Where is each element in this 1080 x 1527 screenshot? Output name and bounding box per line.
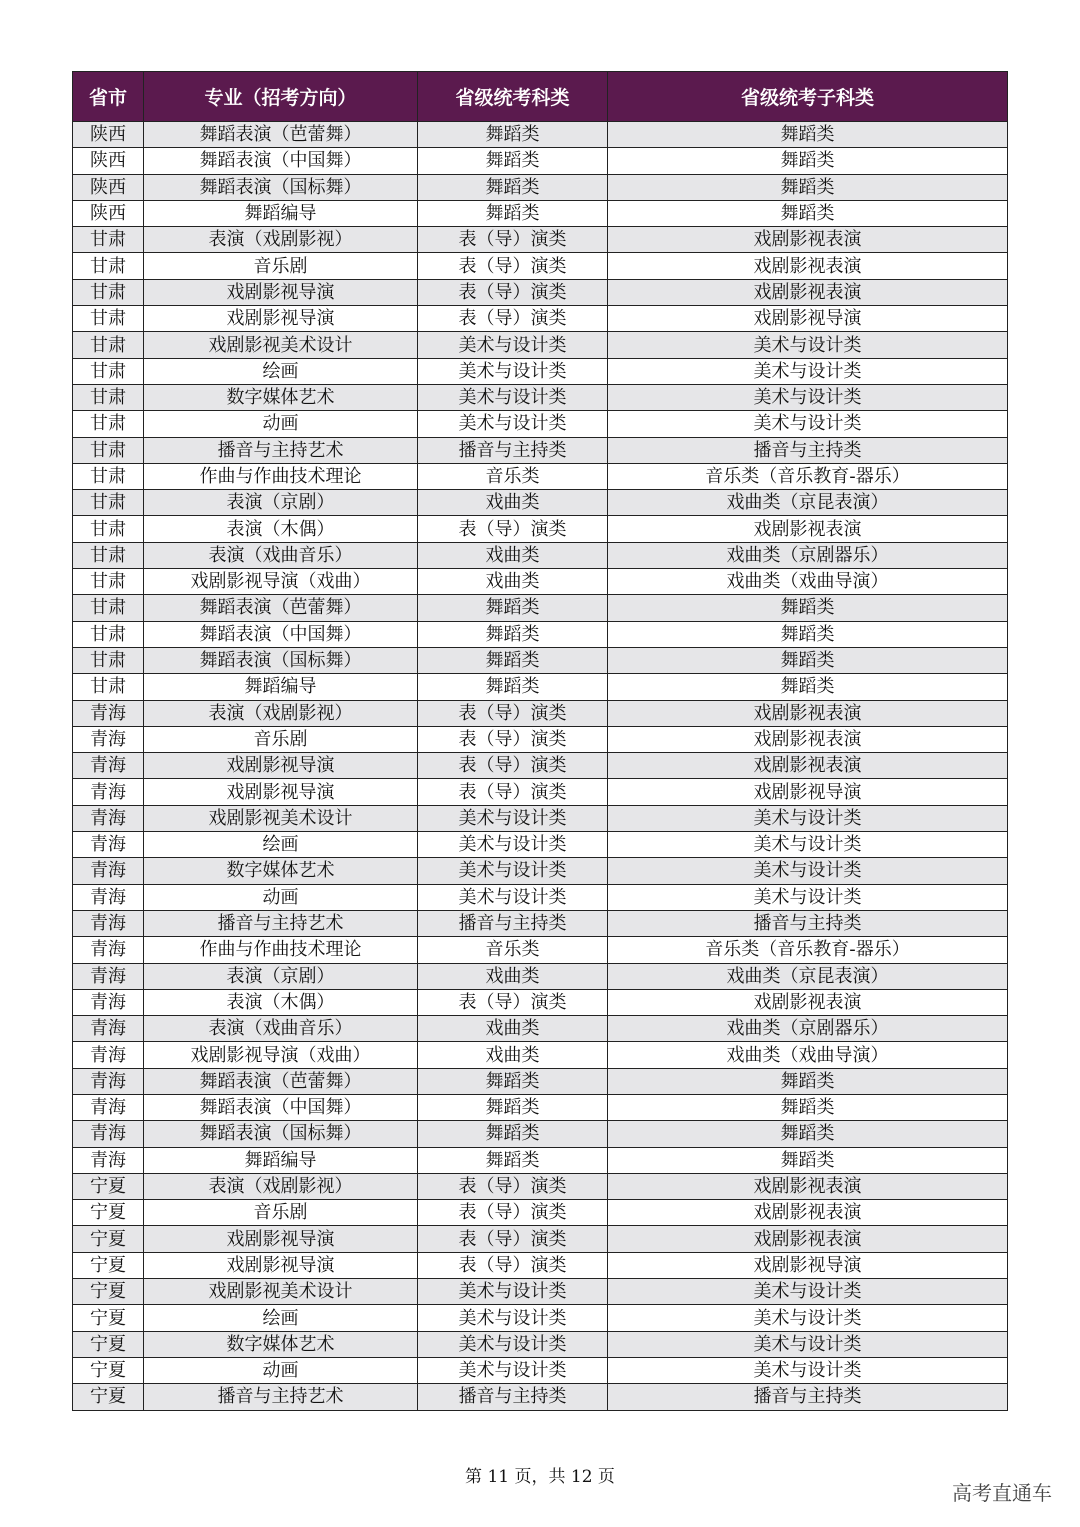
cell-province: 青海 <box>73 1121 144 1147</box>
cell-major: 动画 <box>144 411 418 437</box>
cell-exam-subcategory: 戏曲类（京昆表演） <box>608 963 1008 989</box>
cell-major: 数字媒体艺术 <box>144 858 418 884</box>
cell-major: 表演（木偶） <box>144 989 418 1015</box>
cell-exam-category: 舞蹈类 <box>418 200 608 226</box>
cell-province: 青海 <box>73 1147 144 1173</box>
cell-major: 舞蹈表演（中国舞） <box>144 621 418 647</box>
cell-exam-category: 美术与设计类 <box>418 1331 608 1357</box>
table-row <box>73 858 1008 884</box>
cell-exam-subcategory: 美术与设计类 <box>608 1357 1008 1383</box>
cell-major: 舞蹈表演（国标舞） <box>144 647 418 673</box>
cell-major: 动画 <box>144 884 418 910</box>
table-row <box>73 358 1008 384</box>
cell-exam-category: 表（导）演类 <box>418 1173 608 1199</box>
cell-major: 表演（京剧） <box>144 490 418 516</box>
cell-province: 宁夏 <box>73 1200 144 1226</box>
table-row <box>73 1252 1008 1278</box>
cell-province: 宁夏 <box>73 1173 144 1199</box>
cell-exam-subcategory: 音乐类（音乐教育-器乐） <box>608 463 1008 489</box>
cell-exam-subcategory: 戏剧影视导演 <box>608 306 1008 332</box>
cell-province: 青海 <box>73 726 144 752</box>
cell-province: 甘肃 <box>73 411 144 437</box>
cell-exam-category: 表（导）演类 <box>418 1200 608 1226</box>
cell-exam-category: 舞蹈类 <box>418 1121 608 1147</box>
cell-major: 戏剧影视导演 <box>144 279 418 305</box>
cell-exam-category: 播音与主持类 <box>418 910 608 936</box>
cell-exam-subcategory: 戏剧影视表演 <box>608 1173 1008 1199</box>
cell-exam-category: 美术与设计类 <box>418 1305 608 1331</box>
cell-exam-subcategory: 戏曲类（京剧器乐） <box>608 1016 1008 1042</box>
cell-major: 作曲与作曲技术理论 <box>144 463 418 489</box>
cell-exam-subcategory: 戏剧影视导演 <box>608 1252 1008 1278</box>
table-row <box>73 332 1008 358</box>
cell-major: 音乐剧 <box>144 1200 418 1226</box>
cell-province: 青海 <box>73 832 144 858</box>
cell-major: 舞蹈表演（芭蕾舞） <box>144 595 418 621</box>
cell-major: 戏剧影视美术设计 <box>144 805 418 831</box>
cell-major: 音乐剧 <box>144 726 418 752</box>
cell-exam-category: 表（导）演类 <box>418 227 608 253</box>
cell-province: 甘肃 <box>73 490 144 516</box>
cell-province: 甘肃 <box>73 279 144 305</box>
cell-major: 舞蹈编导 <box>144 1147 418 1173</box>
table-row <box>73 174 1008 200</box>
cell-province: 宁夏 <box>73 1252 144 1278</box>
cell-exam-subcategory: 美术与设计类 <box>608 1279 1008 1305</box>
cell-major: 戏剧影视美术设计 <box>144 332 418 358</box>
cell-province: 甘肃 <box>73 358 144 384</box>
table-row <box>73 1147 1008 1173</box>
cell-major: 戏剧影视导演（戏曲） <box>144 569 418 595</box>
cell-exam-category: 戏曲类 <box>418 1016 608 1042</box>
cell-major: 播音与主持艺术 <box>144 910 418 936</box>
cell-exam-subcategory: 舞蹈类 <box>608 1121 1008 1147</box>
cell-province: 陕西 <box>73 148 144 174</box>
table-row <box>73 910 1008 936</box>
cell-province: 甘肃 <box>73 647 144 673</box>
table-row <box>73 700 1008 726</box>
cell-exam-subcategory: 戏曲类（京剧器乐） <box>608 542 1008 568</box>
cell-exam-subcategory: 戏曲类（戏曲导演） <box>608 1042 1008 1068</box>
table-row <box>73 1226 1008 1252</box>
cell-province: 甘肃 <box>73 516 144 542</box>
cell-exam-category: 播音与主持类 <box>418 1384 608 1410</box>
cell-province: 宁夏 <box>73 1226 144 1252</box>
table-row <box>73 279 1008 305</box>
cell-major: 戏剧影视导演 <box>144 779 418 805</box>
cell-exam-category: 表（导）演类 <box>418 516 608 542</box>
cell-exam-subcategory: 美术与设计类 <box>608 884 1008 910</box>
cell-exam-subcategory: 美术与设计类 <box>608 832 1008 858</box>
cell-exam-category: 表（导）演类 <box>418 1252 608 1278</box>
cell-province: 陕西 <box>73 200 144 226</box>
cell-exam-subcategory: 舞蹈类 <box>608 1068 1008 1094</box>
cell-exam-category: 舞蹈类 <box>418 595 608 621</box>
cell-major: 舞蹈编导 <box>144 200 418 226</box>
cell-exam-category: 美术与设计类 <box>418 1357 608 1383</box>
header-exam-subcategory: 省级统考子科类 <box>608 72 1008 122</box>
cell-province: 宁夏 <box>73 1331 144 1357</box>
cell-exam-category: 美术与设计类 <box>418 884 608 910</box>
table-row <box>73 1016 1008 1042</box>
table-row <box>73 1042 1008 1068</box>
table-row <box>73 1279 1008 1305</box>
table-row <box>73 227 1008 253</box>
cell-exam-category: 舞蹈类 <box>418 1094 608 1120</box>
table-row <box>73 253 1008 279</box>
cell-exam-subcategory: 舞蹈类 <box>608 647 1008 673</box>
cell-province: 宁夏 <box>73 1305 144 1331</box>
cell-major: 戏剧影视导演 <box>144 1226 418 1252</box>
cell-major: 表演（戏剧影视） <box>144 227 418 253</box>
cell-exam-category: 戏曲类 <box>418 569 608 595</box>
cell-exam-subcategory: 舞蹈类 <box>608 200 1008 226</box>
cell-province: 青海 <box>73 1068 144 1094</box>
table-row <box>73 542 1008 568</box>
cell-exam-subcategory: 戏曲类（京昆表演） <box>608 490 1008 516</box>
cell-province: 青海 <box>73 858 144 884</box>
table-row <box>73 753 1008 779</box>
cell-exam-category: 表（导）演类 <box>418 1226 608 1252</box>
cell-exam-subcategory: 戏剧影视表演 <box>608 726 1008 752</box>
table-row <box>73 1357 1008 1383</box>
cell-exam-subcategory: 舞蹈类 <box>608 595 1008 621</box>
cell-province: 青海 <box>73 1016 144 1042</box>
subject-table <box>72 71 1008 1411</box>
cell-province: 青海 <box>73 753 144 779</box>
cell-major: 播音与主持艺术 <box>144 437 418 463</box>
cell-exam-subcategory: 舞蹈类 <box>608 122 1008 148</box>
table-row <box>73 148 1008 174</box>
table-header-row <box>73 72 1008 122</box>
cell-province: 宁夏 <box>73 1384 144 1410</box>
cell-major: 数字媒体艺术 <box>144 384 418 410</box>
cell-exam-category: 表（导）演类 <box>418 753 608 779</box>
cell-major: 戏剧影视导演 <box>144 306 418 332</box>
cell-major: 戏剧影视导演 <box>144 1252 418 1278</box>
cell-exam-subcategory: 戏剧影视表演 <box>608 1226 1008 1252</box>
cell-exam-category: 舞蹈类 <box>418 148 608 174</box>
cell-exam-category: 舞蹈类 <box>418 621 608 647</box>
cell-exam-subcategory: 舞蹈类 <box>608 1147 1008 1173</box>
cell-exam-category: 舞蹈类 <box>418 647 608 673</box>
table-row <box>73 779 1008 805</box>
cell-exam-category: 舞蹈类 <box>418 674 608 700</box>
table-row <box>73 1173 1008 1199</box>
cell-major: 表演（戏曲音乐） <box>144 542 418 568</box>
header-exam-category: 省级统考科类 <box>418 72 608 122</box>
table-row <box>73 1200 1008 1226</box>
table-row <box>73 306 1008 332</box>
cell-exam-category: 戏曲类 <box>418 490 608 516</box>
cell-exam-category: 戏曲类 <box>418 542 608 568</box>
table-row <box>73 200 1008 226</box>
cell-exam-subcategory: 舞蹈类 <box>608 174 1008 200</box>
cell-province: 青海 <box>73 779 144 805</box>
cell-major: 表演（京剧） <box>144 963 418 989</box>
table-row <box>73 516 1008 542</box>
cell-province: 甘肃 <box>73 306 144 332</box>
cell-major: 舞蹈表演（中国舞） <box>144 1094 418 1120</box>
cell-exam-subcategory: 播音与主持类 <box>608 437 1008 463</box>
cell-exam-subcategory: 戏剧影视表演 <box>608 253 1008 279</box>
table-row <box>73 674 1008 700</box>
cell-exam-subcategory: 美术与设计类 <box>608 858 1008 884</box>
cell-exam-subcategory: 舞蹈类 <box>608 674 1008 700</box>
table-row <box>73 1384 1008 1410</box>
cell-province: 甘肃 <box>73 384 144 410</box>
cell-exam-category: 表（导）演类 <box>418 726 608 752</box>
cell-province: 青海 <box>73 805 144 831</box>
cell-major: 戏剧影视导演（戏曲） <box>144 1042 418 1068</box>
cell-major: 表演（戏剧影视） <box>144 1173 418 1199</box>
cell-exam-subcategory: 美术与设计类 <box>608 411 1008 437</box>
cell-province: 青海 <box>73 910 144 936</box>
cell-province: 甘肃 <box>73 621 144 647</box>
cell-exam-category: 播音与主持类 <box>418 437 608 463</box>
table-body <box>73 122 1008 1411</box>
page-number: 第 11 页，共 12 页 <box>465 1467 615 1487</box>
cell-province: 甘肃 <box>73 595 144 621</box>
cell-major: 表演（戏剧影视） <box>144 700 418 726</box>
cell-major: 戏剧影视美术设计 <box>144 1279 418 1305</box>
cell-exam-subcategory: 戏剧影视表演 <box>608 753 1008 779</box>
cell-exam-category: 表（导）演类 <box>418 700 608 726</box>
cell-exam-category: 舞蹈类 <box>418 174 608 200</box>
cell-province: 甘肃 <box>73 437 144 463</box>
cell-major: 舞蹈表演（芭蕾舞） <box>144 1068 418 1094</box>
cell-exam-category: 舞蹈类 <box>418 1068 608 1094</box>
cell-exam-category: 表（导）演类 <box>418 306 608 332</box>
table-row <box>73 832 1008 858</box>
cell-exam-subcategory: 美术与设计类 <box>608 805 1008 831</box>
table-row <box>73 647 1008 673</box>
cell-exam-category: 美术与设计类 <box>418 805 608 831</box>
header-province: 省市 <box>73 72 144 122</box>
cell-exam-category: 美术与设计类 <box>418 1279 608 1305</box>
cell-major: 绘画 <box>144 832 418 858</box>
cell-major: 表演（戏曲音乐） <box>144 1016 418 1042</box>
cell-province: 甘肃 <box>73 542 144 568</box>
cell-exam-category: 表（导）演类 <box>418 779 608 805</box>
cell-major: 作曲与作曲技术理论 <box>144 937 418 963</box>
table-row <box>73 490 1008 516</box>
cell-province: 青海 <box>73 1042 144 1068</box>
cell-exam-category: 表（导）演类 <box>418 279 608 305</box>
cell-major: 绘画 <box>144 358 418 384</box>
cell-exam-subcategory: 戏剧影视表演 <box>608 516 1008 542</box>
cell-exam-subcategory: 美术与设计类 <box>608 1331 1008 1357</box>
cell-province: 青海 <box>73 1094 144 1120</box>
cell-exam-category: 舞蹈类 <box>418 1147 608 1173</box>
cell-province: 青海 <box>73 989 144 1015</box>
cell-major: 表演（木偶） <box>144 516 418 542</box>
table-row <box>73 437 1008 463</box>
cell-major: 播音与主持艺术 <box>144 1384 418 1410</box>
cell-exam-category: 美术与设计类 <box>418 832 608 858</box>
header-major: 专业（招考方向） <box>144 72 418 122</box>
table-row <box>73 411 1008 437</box>
cell-province: 宁夏 <box>73 1357 144 1383</box>
table-row <box>73 805 1008 831</box>
cell-exam-subcategory: 播音与主持类 <box>608 910 1008 936</box>
cell-exam-subcategory: 戏剧影视表演 <box>608 1200 1008 1226</box>
cell-exam-category: 音乐类 <box>418 937 608 963</box>
cell-exam-subcategory: 戏剧影视表演 <box>608 989 1008 1015</box>
cell-exam-subcategory: 美术与设计类 <box>608 1305 1008 1331</box>
cell-exam-subcategory: 戏剧影视表演 <box>608 279 1008 305</box>
cell-exam-subcategory: 美术与设计类 <box>608 384 1008 410</box>
cell-exam-category: 戏曲类 <box>418 963 608 989</box>
cell-major: 舞蹈表演（国标舞） <box>144 1121 418 1147</box>
cell-exam-subcategory: 美术与设计类 <box>608 358 1008 384</box>
table-row <box>73 569 1008 595</box>
table-row <box>73 963 1008 989</box>
cell-exam-category: 美术与设计类 <box>418 411 608 437</box>
cell-major: 舞蹈表演（芭蕾舞） <box>144 122 418 148</box>
table-row <box>73 384 1008 410</box>
cell-province: 甘肃 <box>73 463 144 489</box>
cell-exam-subcategory: 美术与设计类 <box>608 332 1008 358</box>
cell-province: 陕西 <box>73 122 144 148</box>
cell-exam-subcategory: 舞蹈类 <box>608 1094 1008 1120</box>
cell-exam-category: 舞蹈类 <box>418 122 608 148</box>
cell-major: 数字媒体艺术 <box>144 1331 418 1357</box>
table-row <box>73 884 1008 910</box>
cell-province: 青海 <box>73 884 144 910</box>
cell-exam-category: 表（导）演类 <box>418 253 608 279</box>
cell-major: 舞蹈编导 <box>144 674 418 700</box>
cell-major: 绘画 <box>144 1305 418 1331</box>
table-row <box>73 1121 1008 1147</box>
table-row <box>73 989 1008 1015</box>
cell-province: 青海 <box>73 700 144 726</box>
cell-exam-category: 戏曲类 <box>418 1042 608 1068</box>
cell-major: 音乐剧 <box>144 253 418 279</box>
table-row <box>73 1305 1008 1331</box>
cell-exam-category: 表（导）演类 <box>418 989 608 1015</box>
cell-exam-category: 音乐类 <box>418 463 608 489</box>
cell-major: 舞蹈表演（国标舞） <box>144 174 418 200</box>
cell-exam-category: 美术与设计类 <box>418 332 608 358</box>
cell-exam-subcategory: 舞蹈类 <box>608 621 1008 647</box>
cell-exam-subcategory: 戏剧影视导演 <box>608 779 1008 805</box>
cell-exam-category: 美术与设计类 <box>418 384 608 410</box>
table-row <box>73 621 1008 647</box>
cell-major: 舞蹈表演（中国舞） <box>144 148 418 174</box>
table-row <box>73 1094 1008 1120</box>
cell-province: 青海 <box>73 937 144 963</box>
table-row <box>73 1331 1008 1357</box>
cell-exam-category: 美术与设计类 <box>418 358 608 384</box>
cell-province: 甘肃 <box>73 227 144 253</box>
table-row <box>73 463 1008 489</box>
cell-exam-subcategory: 戏剧影视表演 <box>608 700 1008 726</box>
cell-province: 甘肃 <box>73 674 144 700</box>
cell-major: 戏剧影视导演 <box>144 753 418 779</box>
table-row <box>73 595 1008 621</box>
cell-province: 甘肃 <box>73 332 144 358</box>
cell-exam-subcategory: 戏剧影视表演 <box>608 227 1008 253</box>
cell-exam-subcategory: 舞蹈类 <box>608 148 1008 174</box>
cell-province: 甘肃 <box>73 569 144 595</box>
cell-province: 甘肃 <box>73 253 144 279</box>
cell-exam-category: 美术与设计类 <box>418 858 608 884</box>
cell-province: 宁夏 <box>73 1279 144 1305</box>
table-row <box>73 122 1008 148</box>
table-row <box>73 726 1008 752</box>
cell-province: 陕西 <box>73 174 144 200</box>
cell-major: 动画 <box>144 1357 418 1383</box>
cell-exam-subcategory: 播音与主持类 <box>608 1384 1008 1410</box>
cell-province: 青海 <box>73 963 144 989</box>
cell-exam-subcategory: 戏曲类（戏曲导演） <box>608 569 1008 595</box>
watermark: 高考直通车 <box>952 1481 1052 1505</box>
table-row <box>73 1068 1008 1094</box>
table-row <box>73 937 1008 963</box>
cell-exam-subcategory: 音乐类（音乐教育-器乐） <box>608 937 1008 963</box>
